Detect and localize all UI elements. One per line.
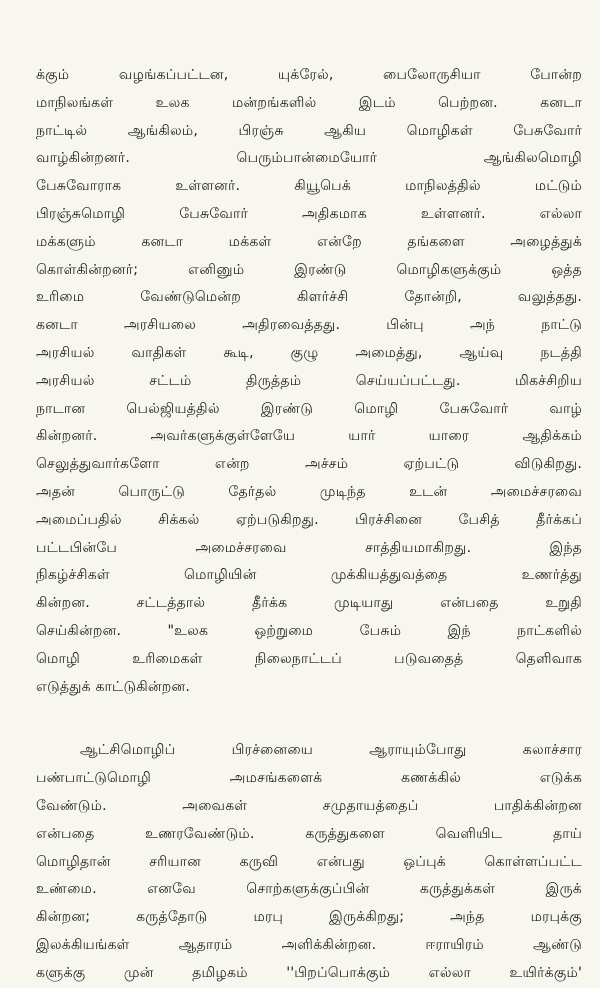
text-line: நாட்டில் ஆங்கிலம், பிரஞ்சு ஆகிய மொழிகள் பேசுவோர்	[36, 122, 582, 139]
text-line: அதன் பொருட்டு தேர்தல் முடிந்த உடன் அமைச்சரவை	[36, 483, 582, 500]
text-line: உண்மை. எனவே சொற்களுக்குப்பின் கருத்துக்கள் இருக்	[36, 881, 582, 898]
text-line: கொள்கின்றனர்; எனினும் இரண்டு மொழிகளுக்கும் ஒத்த	[36, 261, 582, 278]
text-line: அரசியல் வாதிகள் கூடி, குழு அமைத்து, ஆய்வு நடத்தி	[36, 344, 582, 361]
text-line: உரிமை வேண்டுமென்ற கிளர்ச்சி தோன்றி, வலுத்தது.	[36, 289, 582, 306]
text-line: மக்களும் கனடா மக்கள் என்றே தங்களை அழைத்துக்	[36, 233, 582, 250]
text-line: ஆட்சிமொழிப் பிரச்னையை ஆராயும்போது கலாச்சார	[80, 742, 582, 759]
text-line: கனடா அரசியலை அதிரவைத்தது. பின்பு அந் நாட்டு	[36, 317, 582, 334]
text-line: என்பதை உணரவேண்டும். கருத்துகளை வெளியிட தாய்	[36, 825, 582, 842]
text-line: இலக்கியங்கள் ஆதாரம் அளிக்கின்றன. ஈராயிரம் ஆண்டு	[36, 936, 582, 953]
text-line: மொழி உரிமைகள் நிலைநாட்டப் படுவதைத் தெளிவாக	[36, 650, 582, 667]
text-line: பண்பாட்டுமொழி அமசங்களைக் கணக்கில் எடுக்க	[36, 770, 582, 787]
text-line: நாடான பெல்ஜியத்தில் இரண்டு மொழி பேசுவோர் வாழ்	[36, 400, 582, 417]
text-line: கின்றன. சட்டத்தால் தீர்க்க முடியாது என்பதை உறுதி	[36, 595, 582, 612]
text-line: க்கும் வழங்கப்பட்டன, யுக்ரேல், பைலோருசியா போன்ற	[36, 67, 582, 83]
text-line: மொழிதான் சரியான கருவி என்பது ஒப்புக் கொள்ளப்பட்ட	[36, 853, 582, 870]
text-line: பிரஞ்சுமொழி பேசுவோர் அதிகமாக உள்ளனர். எல்லா	[36, 205, 582, 222]
text-line: மாநிலங்கள் உலக மன்றங்களில் இடம் பெற்றன. கனடா	[36, 94, 582, 111]
text-line: அரசியல் சட்டம் திருத்தம் செய்யப்பட்டது. மிகச்சிறிய	[36, 372, 582, 389]
text-line: களுக்கு முன் தமிழகம் ''பிறப்பொக்கும் எல்லா உயிர்க்கும்'	[36, 964, 582, 981]
text-line: செலுத்துவார்களோ என்ற அச்சம் ஏற்பட்டு விடுகிறது.	[36, 456, 582, 473]
text-line: பட்டபின்பே அமைச்சரவை சாத்தியமாகிறது. இந்த	[36, 539, 582, 556]
paragraph	[36, 62, 582, 701]
text-line: செய்கின்றன. "உலக ஒற்றுமை பேசும் இந் நாட்களில்	[36, 622, 582, 639]
text-line: அமைப்பதில் சிக்கல் ஏற்படுகிறது. பிரச்சினை பேசித் தீர்க்கப்	[36, 511, 582, 528]
text-line: கின்றனர். அவர்களுக்குள்ளேயே யார் யாரை ஆதிக்கம்	[36, 428, 582, 445]
text-line: எடுத்துக் காட்டுகின்றன.	[36, 678, 191, 695]
text-line: வாழ்கின்றனர். பெரும்பான்மையோர் ஆங்கிலமொழி	[36, 150, 582, 167]
text-line: நிகழ்ச்சிகள் மொழியின் முக்கியத்துவத்தை உணர்த்து	[36, 567, 582, 584]
text-line: கின்றன; கருத்தோடு மரபு இருக்கிறது; அந்த மரபுக்கு	[36, 909, 582, 926]
text-line: பேசுவோராக உள்ளனர். கியூபெக் மாநிலத்தில் மட்டும்	[36, 178, 582, 195]
text-line: வேண்டும். அவைகள் சமுதாயத்தைப் பாதிக்கின்றன	[36, 797, 582, 814]
